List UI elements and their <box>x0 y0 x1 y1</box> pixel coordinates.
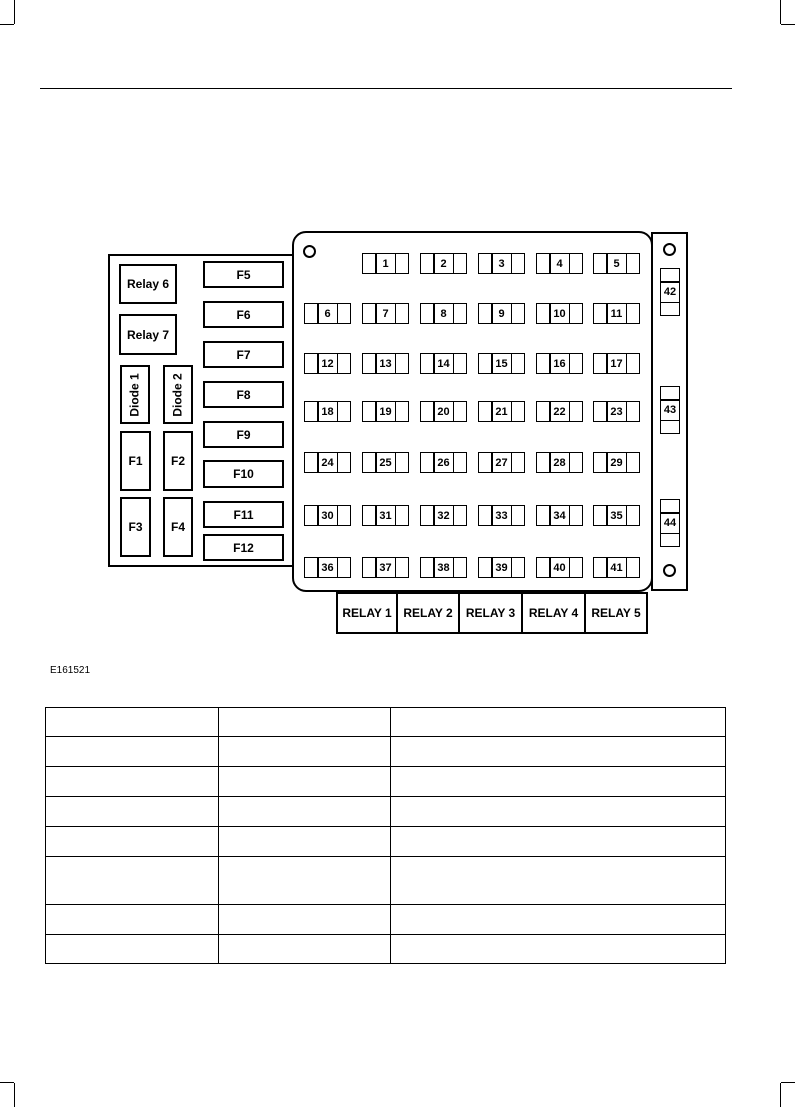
table-cell <box>391 708 726 737</box>
table-cell <box>219 857 391 905</box>
fuse-f3-label: F3 <box>128 520 143 534</box>
fuse-f2 <box>163 431 193 491</box>
relay-1-label: RELAY 1 <box>342 606 392 620</box>
fuse-26-label: 26 <box>437 456 450 469</box>
fuse-34-label: 34 <box>553 509 566 522</box>
fuse-32-label: 32 <box>437 509 450 522</box>
fuse-23 <box>593 401 640 422</box>
fuse-10-label: 10 <box>553 307 566 320</box>
fuse-40-label: 40 <box>553 561 566 574</box>
fuse-18-label: 18 <box>321 405 334 418</box>
fuse-34 <box>536 505 583 526</box>
diode-1-label: Diode 1 <box>128 372 142 417</box>
table-row <box>46 905 726 935</box>
relay-6 <box>119 264 177 304</box>
crop-mark <box>781 1082 795 1083</box>
fuse-33-label: 33 <box>495 509 508 522</box>
mounting-hole-icon <box>663 564 676 577</box>
fuse-42 <box>660 268 680 316</box>
fuse-9 <box>478 303 525 324</box>
table-cell <box>219 935 391 964</box>
table-cell <box>391 797 726 827</box>
fuse-8-label: 8 <box>440 307 447 320</box>
fuse-f10 <box>203 460 284 488</box>
fuse-19 <box>362 401 409 422</box>
relay-2-label: RELAY 2 <box>403 606 453 620</box>
table-cell <box>391 857 726 905</box>
table-cell <box>46 708 219 737</box>
fuse-f7-label: F7 <box>236 347 251 362</box>
fuse-f8-label: F8 <box>236 387 251 402</box>
fuse-13 <box>362 353 409 374</box>
fuse-1 <box>362 253 409 274</box>
fuse-21-label: 21 <box>495 405 508 418</box>
fuse-f11 <box>203 501 284 528</box>
fuse-26 <box>420 452 467 473</box>
mounting-hole-icon <box>663 243 676 256</box>
crop-mark <box>780 1083 781 1107</box>
fuse-f9 <box>203 421 284 448</box>
fuse-17-label: 17 <box>610 357 623 370</box>
fuse-f6-label: F6 <box>236 307 251 322</box>
header-rule <box>40 88 732 89</box>
table-cell <box>46 857 219 905</box>
relay-3-label: RELAY 3 <box>465 606 516 620</box>
fuse-36 <box>304 557 351 578</box>
relay-1 <box>336 592 398 634</box>
fuse-28 <box>536 452 583 473</box>
table-cell <box>219 797 391 827</box>
fuse-24 <box>304 452 351 473</box>
fuse-f4-label: F4 <box>170 520 185 534</box>
crop-mark <box>14 0 15 24</box>
fuse-35 <box>593 505 640 526</box>
fuse-f12-label: F12 <box>233 540 254 555</box>
table-row <box>46 708 726 737</box>
fuse-39 <box>478 557 525 578</box>
fuse-40 <box>536 557 583 578</box>
table-row <box>46 827 726 857</box>
fuse-29-label: 29 <box>610 456 623 469</box>
fuse-30-label: 30 <box>321 509 334 522</box>
fuse-32 <box>420 505 467 526</box>
fuse-23-label: 23 <box>610 405 623 418</box>
relay-7-label: Relay 7 <box>126 327 170 342</box>
fuse-25-label: 25 <box>379 456 392 469</box>
fuse-f1 <box>120 431 151 491</box>
fuse-37 <box>362 557 409 578</box>
fuse-f6 <box>203 301 284 328</box>
fuse-14-label: 14 <box>437 357 450 370</box>
relay-3 <box>458 592 523 634</box>
table-row <box>46 767 726 797</box>
fuse-f8 <box>203 381 284 408</box>
fuse-9-label: 9 <box>498 307 505 320</box>
table-cell <box>391 935 726 964</box>
table-cell <box>219 827 391 857</box>
relay-2 <box>396 592 460 634</box>
fuse-5-label: 5 <box>613 257 620 270</box>
table-cell <box>391 737 726 767</box>
table-row <box>46 737 726 767</box>
fuse-18 <box>304 401 351 422</box>
fuse-43 <box>660 386 680 434</box>
fuse-f3 <box>120 497 151 557</box>
table-cell <box>391 767 726 797</box>
table-cell <box>46 767 219 797</box>
fuse-20-label: 20 <box>437 405 450 418</box>
fuse-42-label: 42 <box>663 286 677 298</box>
fuse-4-label: 4 <box>556 257 563 270</box>
fuse-6-label: 6 <box>324 307 331 320</box>
fuse-f2-label: F2 <box>170 454 185 468</box>
fuse-38 <box>420 557 467 578</box>
fuse-36-label: 36 <box>321 561 334 574</box>
diode-1 <box>120 365 150 424</box>
fuse-27-label: 27 <box>495 456 508 469</box>
table-cell <box>219 905 391 935</box>
fuse-6 <box>304 303 351 324</box>
fuse-30 <box>304 505 351 526</box>
fuse-22-label: 22 <box>553 405 566 418</box>
fuse-3-label: 3 <box>498 257 505 270</box>
fuse-35-label: 35 <box>610 509 623 522</box>
fuse-28-label: 28 <box>553 456 566 469</box>
table-row <box>46 935 726 964</box>
relay-4-label: RELAY 4 <box>528 606 579 620</box>
fuse-20 <box>420 401 467 422</box>
fuse-37-label: 37 <box>379 561 392 574</box>
fuse-41-label: 41 <box>610 561 623 574</box>
table-cell <box>391 827 726 857</box>
fuse-17 <box>593 353 640 374</box>
fuse-27 <box>478 452 525 473</box>
table-cell <box>391 905 726 935</box>
fuse-2-label: 2 <box>440 257 447 270</box>
crop-mark <box>14 1083 15 1107</box>
fuse-5 <box>593 253 640 274</box>
relay-5-label: RELAY 5 <box>591 606 641 620</box>
fuse-16 <box>536 353 583 374</box>
fuse-43-label: 43 <box>663 404 677 416</box>
fuse-f12 <box>203 534 284 561</box>
fuse-16-label: 16 <box>553 357 566 370</box>
table-cell <box>46 797 219 827</box>
table-row <box>46 797 726 827</box>
fuse-f10-label: F10 <box>233 467 254 481</box>
fuse-7 <box>362 303 409 324</box>
crop-mark <box>0 1082 14 1083</box>
fuse-7-label: 7 <box>382 307 389 320</box>
fuse-1-label: 1 <box>382 257 389 270</box>
fuse-13-label: 13 <box>379 357 392 370</box>
relay-7 <box>119 314 177 355</box>
crop-mark <box>780 0 781 24</box>
fuse-8 <box>420 303 467 324</box>
fuse-f11-label: F11 <box>233 507 254 522</box>
fuse-29 <box>593 452 640 473</box>
fuse-15 <box>478 353 525 374</box>
table-cell <box>46 905 219 935</box>
figure-caption: E161521 <box>50 665 91 676</box>
table-cell <box>46 737 219 767</box>
table-cell <box>219 737 391 767</box>
crop-mark <box>0 24 14 25</box>
table-cell <box>219 708 391 737</box>
table-cell <box>219 767 391 797</box>
table-cell <box>46 827 219 857</box>
table-row <box>46 857 726 905</box>
crop-mark <box>781 24 795 25</box>
fuse-f1-label: F1 <box>128 454 143 468</box>
fuse-41 <box>593 557 640 578</box>
fuse-25 <box>362 452 409 473</box>
fuse-15-label: 15 <box>495 357 508 370</box>
fuse-4 <box>536 253 583 274</box>
fuse-14 <box>420 353 467 374</box>
fuse-44 <box>660 499 680 547</box>
fuse-12-label: 12 <box>321 357 334 370</box>
fuse-3 <box>478 253 525 274</box>
relay-4 <box>521 592 586 634</box>
fuse-f7 <box>203 341 284 368</box>
fuse-31-label: 31 <box>379 509 392 522</box>
fuse-11 <box>593 303 640 324</box>
diode-2 <box>163 365 193 424</box>
fuse-f4 <box>163 497 193 557</box>
fuse-table <box>45 707 726 964</box>
fuse-44-label: 44 <box>663 517 677 529</box>
fuse-12 <box>304 353 351 374</box>
mounting-hole-icon <box>303 245 316 258</box>
fuse-f5-label: F5 <box>236 267 251 282</box>
fuse-24-label: 24 <box>321 456 334 469</box>
fuse-11-label: 11 <box>610 307 623 320</box>
fuse-39-label: 39 <box>495 561 508 574</box>
fuse-2 <box>420 253 467 274</box>
fuse-f9-label: F9 <box>236 427 251 442</box>
table-cell <box>46 935 219 964</box>
fuse-22 <box>536 401 583 422</box>
relay-5 <box>584 592 648 634</box>
fuse-21 <box>478 401 525 422</box>
fuse-33 <box>478 505 525 526</box>
relay-6-label: Relay 6 <box>126 277 170 291</box>
fuse-38-label: 38 <box>437 561 450 574</box>
diode-2-label: Diode 2 <box>171 372 185 417</box>
fuse-31 <box>362 505 409 526</box>
fuse-10 <box>536 303 583 324</box>
fuse-19-label: 19 <box>379 405 392 418</box>
fuse-f5 <box>203 261 284 288</box>
